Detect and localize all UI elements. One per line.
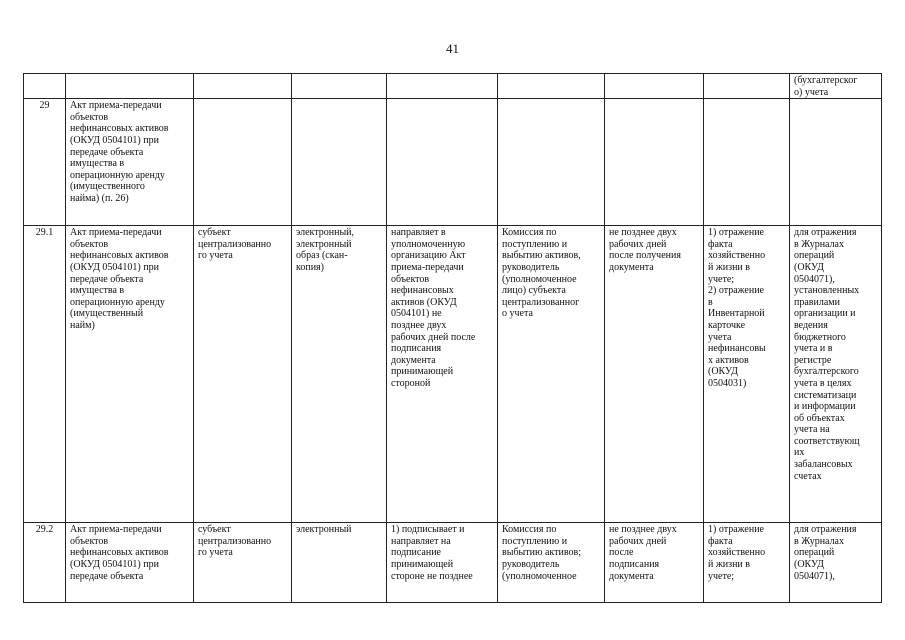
- cell-creator: субъект централизованно го учета: [194, 226, 292, 523]
- cell-creator: [194, 99, 292, 226]
- cell-signers: [498, 99, 605, 226]
- cell-document: Акт приема-передачи объектов нефинансовых активов (ОКУД 0504101) при передаче объекта: [66, 523, 194, 603]
- cell-signers: [498, 74, 605, 99]
- cell-purpose: для отражения в Журналах операций (ОКУД 0504071), установленных правилами организации и ведения бюджетного учета и в регистре бухгалтерского учета в целях систематизаци и информации об объектах учета на соответствующ их забалансовых счетах: [790, 226, 882, 523]
- cell-number: [24, 74, 66, 99]
- cell-action: 1) отражение факта хозяйственно й жизни в учете;: [704, 523, 790, 603]
- cell-procedure: [387, 99, 498, 226]
- cell-procedure: [387, 74, 498, 99]
- cell-purpose: для отражения в Журналах операций (ОКУД 0504071),: [790, 523, 882, 603]
- cell-deadline: не позднее двух рабочих дней после получения документа: [605, 226, 704, 523]
- cell-creator: субъект централизованно го учета: [194, 523, 292, 603]
- cell-document: [66, 74, 194, 99]
- cell-deadline: [605, 74, 704, 99]
- cell-format: [292, 99, 387, 226]
- cell-number: 29.2: [24, 523, 66, 603]
- cell-purpose: [790, 99, 882, 226]
- cell-number: 29.1: [24, 226, 66, 523]
- register-table: [23, 73, 882, 603]
- cell-procedure: 1) подписывает и направляет на подписание принимающей стороне не позднее: [387, 523, 498, 603]
- cell-format: электронный: [292, 523, 387, 603]
- cell-document: Акт приема-передачи объектов нефинансовых активов (ОКУД 0504101) при передаче объекта имущества в операционную аренду (имущественный найм): [66, 226, 194, 523]
- table-row: [24, 523, 882, 603]
- cell-action: 1) отражение факта хозяйственно й жизни в учете; 2) отражение в Инвентарной карточке учета нефинансовы х активов (ОКУД 0504031): [704, 226, 790, 523]
- cell-action: [704, 99, 790, 226]
- cell-number: 29: [24, 99, 66, 226]
- table-row: [24, 99, 882, 226]
- cell-deadline: не позднее двух рабочих дней после подписания документа: [605, 523, 704, 603]
- table-row: [24, 226, 882, 523]
- cell-format: [292, 74, 387, 99]
- cell-signers: Комиссия по поступлению и выбытию активов; руководитель (уполномоченное: [498, 523, 605, 603]
- cell-purpose: (бухгалтерског о) учета: [790, 74, 882, 99]
- cell-deadline: [605, 99, 704, 226]
- cell-creator: [194, 74, 292, 99]
- cell-action: [704, 74, 790, 99]
- cell-format: электронный, электронный образ (скан- копия): [292, 226, 387, 523]
- cell-signers: Комиссия по поступлению и выбытию активов, руководитель (уполномоченное лицо) субъекта централизованног о учета: [498, 226, 605, 523]
- cell-procedure: направляет в уполномоченную организацию Акт приема-передачи объектов нефинансовых активов (ОКУД 0504101) не позднее двух рабочих дней после подписания документа принимающей стороной: [387, 226, 498, 523]
- cell-document: Акт приема-передачи объектов нефинансовых активов (ОКУД 0504101) при передаче объекта имущества в операционную аренду (имущественного найма) (п. 26): [66, 99, 194, 226]
- table-row: [24, 74, 882, 99]
- page-number: 41: [446, 41, 459, 56]
